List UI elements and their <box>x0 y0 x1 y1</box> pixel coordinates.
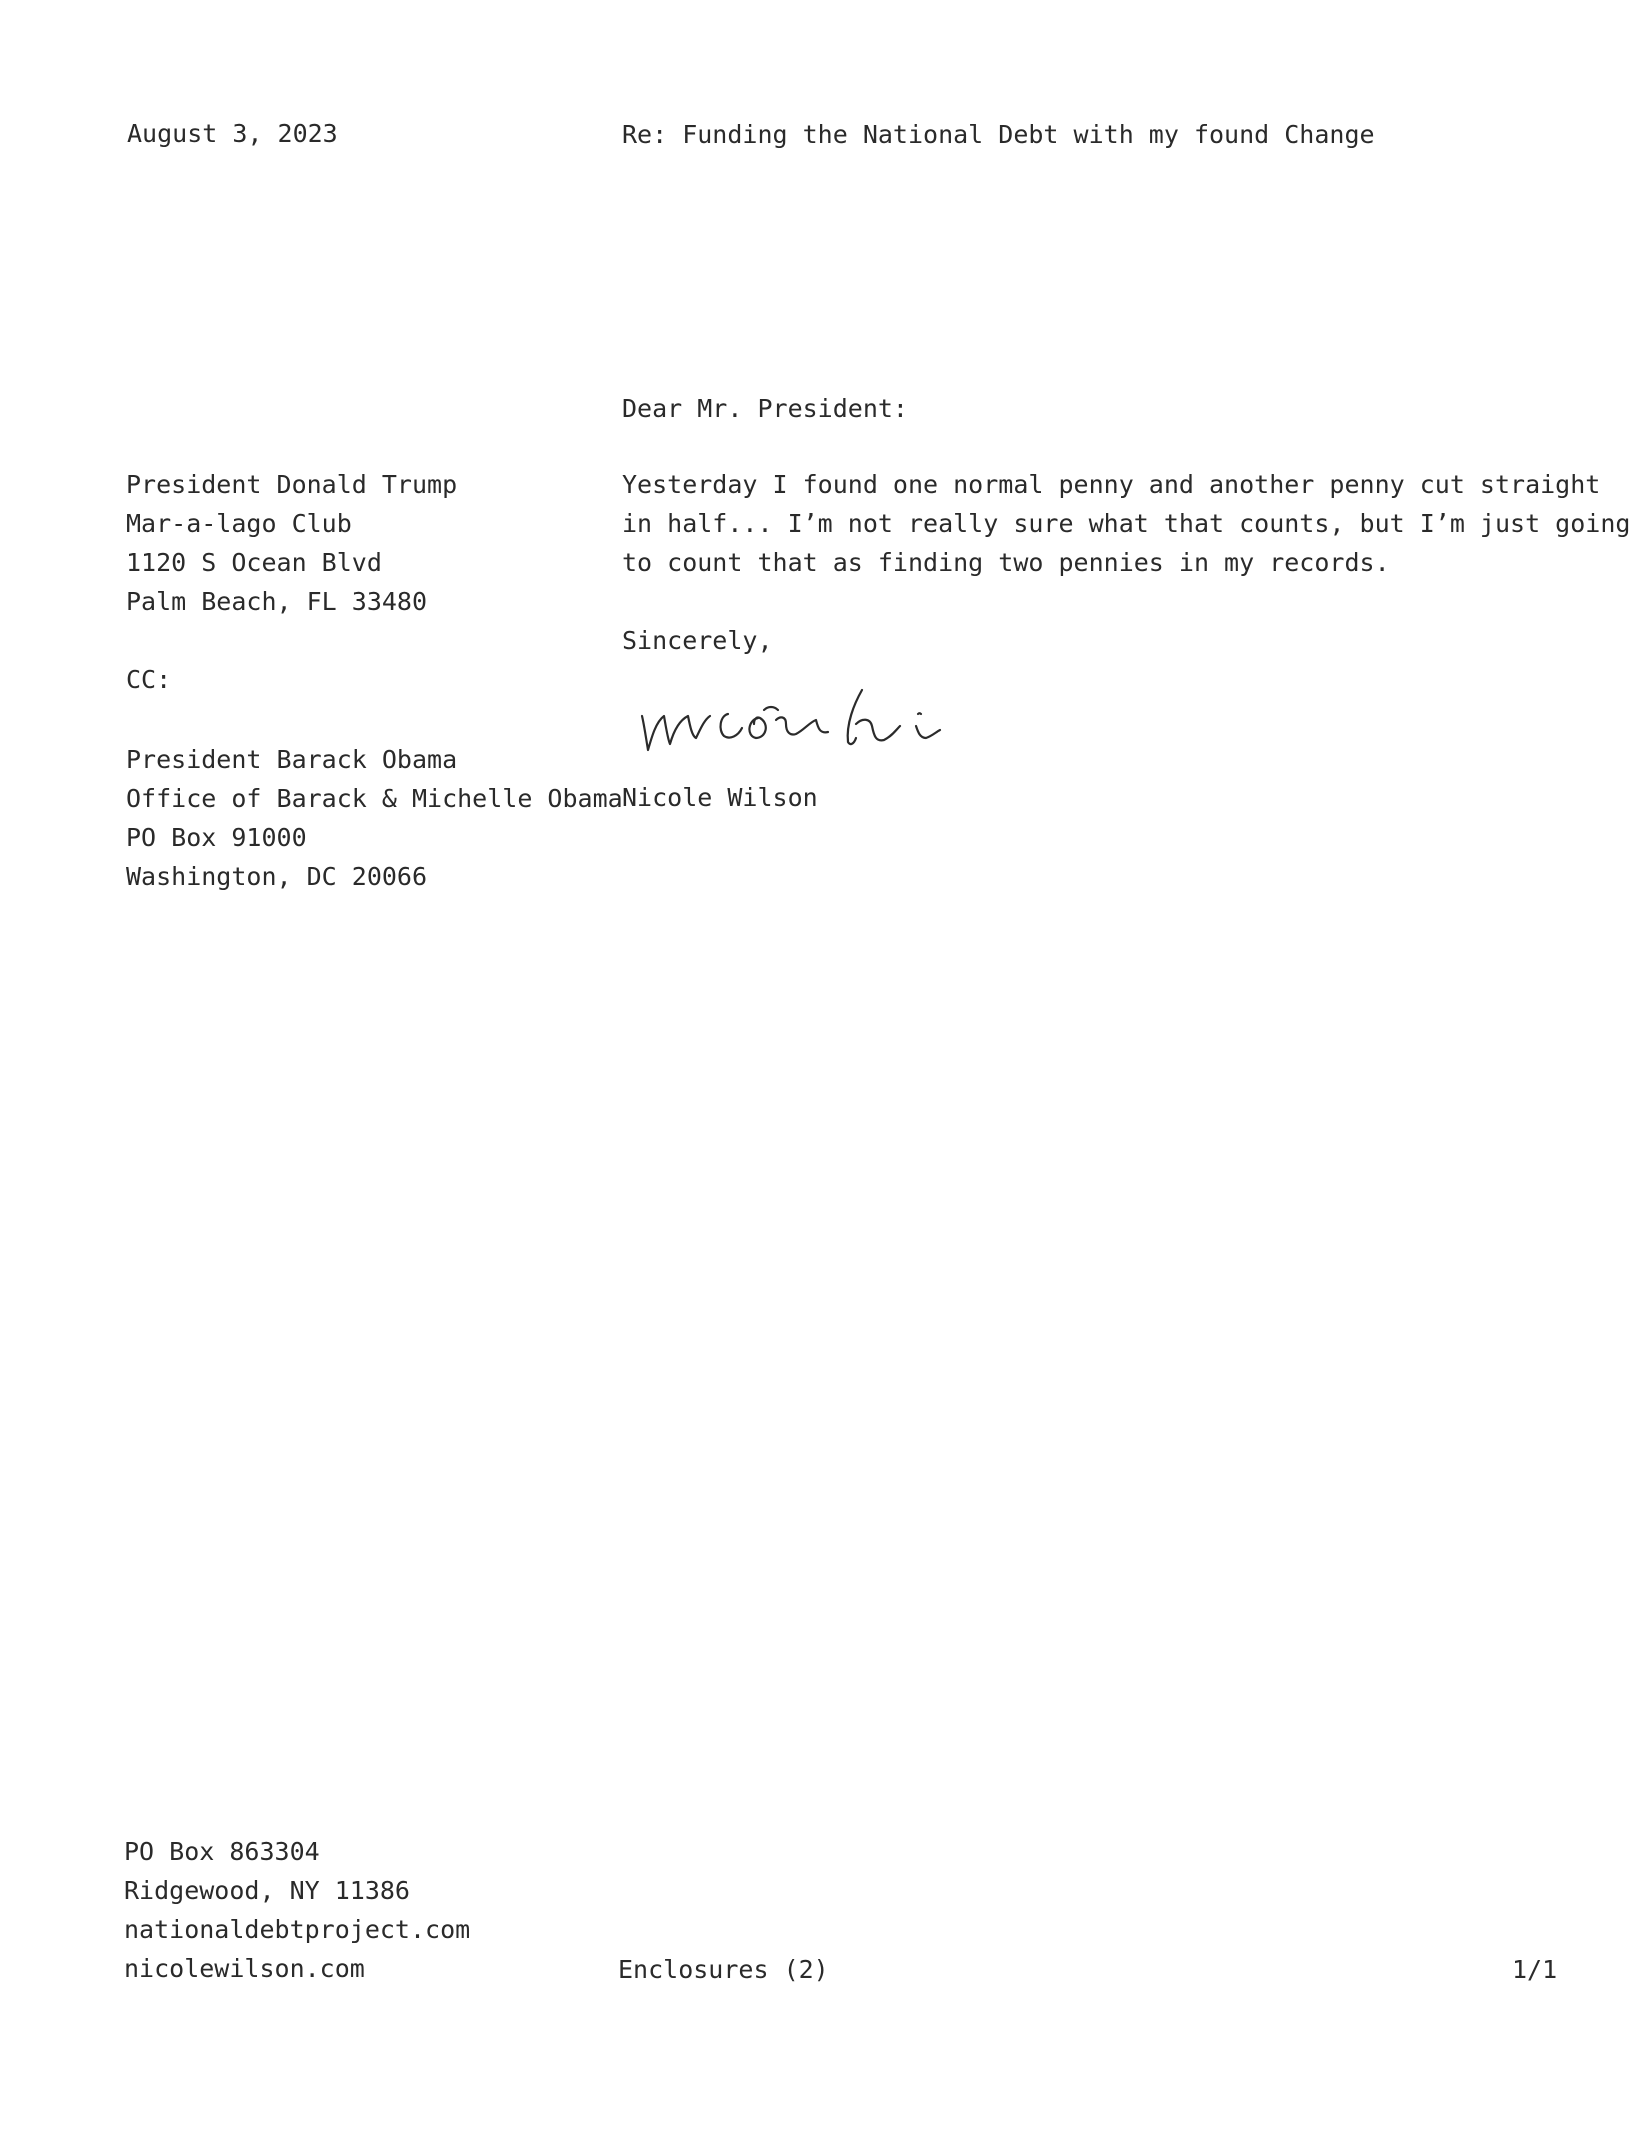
cc-address-line: Office of Barack & Michelle Obama <box>126 784 623 813</box>
signer-name: Nicole Wilson <box>622 783 818 812</box>
recipient-name: President Donald Trump <box>126 470 458 499</box>
sender-address-line: PO Box 863304 <box>124 1837 320 1866</box>
page-number: 1/1 <box>1512 1955 1558 1984</box>
cc-label: CC: <box>126 665 172 694</box>
sender-website: nationaldebtproject.com <box>124 1915 471 1944</box>
recipient-address-line: Palm Beach, FL 33480 <box>126 587 428 616</box>
cc-recipient-name: President Barack Obama <box>126 745 458 774</box>
letter-subject: Re: Funding the National Debt with my found Change <box>622 120 1375 149</box>
closing: Sincerely, <box>622 626 773 655</box>
body-line: Yesterday I found one normal penny and another penny cut straight <box>622 470 1601 499</box>
sender-website: nicolewilson.com <box>124 1954 365 1983</box>
cc-recipient-address <box>126 740 623 896</box>
body-line: in half... I’m not really sure what that counts, but I’m just going <box>622 509 1631 538</box>
letter-date: August 3, 2023 <box>127 119 338 148</box>
letter-body <box>622 465 1631 582</box>
recipient-address <box>126 465 457 621</box>
recipient-address-line: 1120 S Ocean Blvd <box>126 548 382 577</box>
handwritten-signature <box>634 680 974 770</box>
sender-address-line: Ridgewood, NY 11386 <box>124 1876 410 1905</box>
cc-address-line: PO Box 91000 <box>126 823 307 852</box>
cc-address-line: Washington, DC 20066 <box>126 862 428 891</box>
salutation: Dear Mr. President: <box>622 394 908 423</box>
recipient-address-line: Mar-a-lago Club <box>126 509 352 538</box>
body-line: to count that as finding two pennies in my records. <box>622 548 1390 577</box>
enclosures-note: Enclosures (2) <box>618 1955 829 1984</box>
sender-address <box>124 1832 470 1988</box>
